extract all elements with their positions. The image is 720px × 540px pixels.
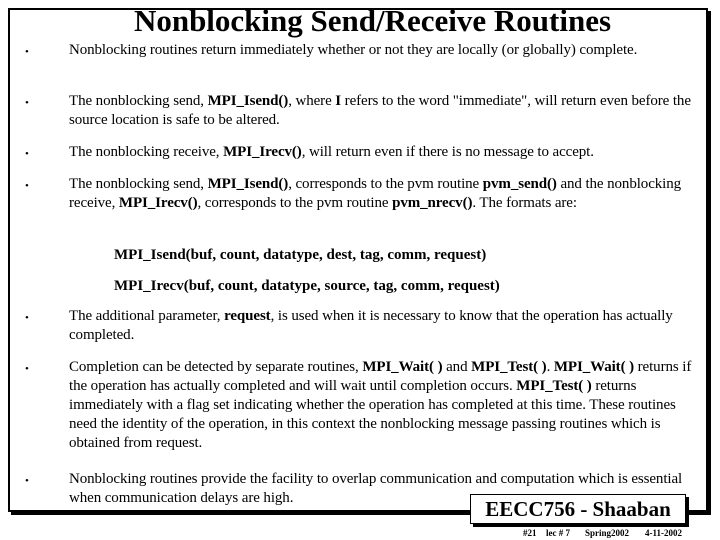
- footer-date: 4-11-2002: [645, 528, 682, 538]
- text-segment: The additional parameter,: [69, 308, 225, 324]
- code-term: MPI_Wait( ): [553, 359, 635, 375]
- bullet-icon: •: [25, 180, 29, 192]
- footer-lecture: lec # 7: [546, 528, 570, 538]
- text-segment: Completion can be detected by separate routines,: [69, 359, 363, 375]
- bullet-item-irecv-definition: [69, 143, 699, 162]
- text-segment: Nonblocking routines provide the facility to overlap communication and computation which is essential when communication delays are high.: [69, 471, 683, 506]
- text-segment: .: [546, 359, 554, 375]
- text-segment: The nonblocking send,: [69, 93, 208, 109]
- code-term: MPI_Irecv(): [118, 195, 198, 211]
- text-segment: , where: [288, 93, 336, 109]
- text-segment: The nonblocking receive,: [69, 144, 224, 160]
- bullet-item-isend-definition: [69, 92, 699, 130]
- text-segment: returns immediately with a flag set indicating whether the operation has completed at this time. These routines need the identity of the operation, in this context the nonblocking message passing routines which is obtained from request.: [69, 378, 676, 451]
- text-segment: refers to the word "immediate", will return even before the source location is safe to be altered.: [69, 93, 691, 128]
- irecv-signature: MPI_Irecv(buf, count, datatype, source, tag, comm, request): [114, 278, 500, 294]
- bullet-icon: •: [25, 148, 29, 160]
- text-segment: and: [442, 359, 472, 375]
- text-segment: , corresponds to the pvm routine: [288, 176, 483, 192]
- bullet-icon: •: [25, 312, 29, 324]
- bullet-icon: •: [25, 97, 29, 109]
- code-term: pvm_send(): [482, 176, 557, 192]
- code-term: MPI_Wait( ): [362, 359, 443, 375]
- bullet-item-request-parameter: [69, 307, 699, 345]
- footer-term: Spring2002: [585, 528, 630, 538]
- bullet-item-immediate-return: [69, 41, 699, 60]
- text-segment: The nonblocking send,: [69, 176, 208, 192]
- text-segment: and the nonblocking receive,: [69, 176, 682, 211]
- course-badge: EECC756 - Shaaban: [470, 494, 686, 524]
- code-term: pvm_nrecv(): [392, 195, 473, 211]
- text-segment: , is used when it is necessary to know that the operation has actually completed.: [69, 308, 673, 343]
- footer-slide-number: #21: [523, 528, 537, 538]
- code-term: I: [335, 93, 342, 109]
- bullet-icon: •: [25, 46, 29, 58]
- slide-title: Nonblocking Send/Receive Routines: [133, 3, 612, 38]
- code-term: MPI_Test( ): [516, 378, 592, 394]
- code-term: MPI_Isend(): [207, 176, 289, 192]
- bullet-icon: •: [25, 363, 29, 375]
- bullet-item-pvm-correspondence: [69, 175, 699, 213]
- code-term: MPI_Isend(): [207, 93, 289, 109]
- code-term: MPI_Irecv(): [223, 144, 302, 160]
- text-segment: Nonblocking routines return immediately whether or not they are locally (or globally) complete.: [69, 42, 638, 58]
- isend-signature: MPI_Isend(buf, count, datatype, dest, tag, comm, request): [114, 247, 487, 263]
- text-segment: , corresponds to the pvm routine: [197, 195, 393, 211]
- bullet-icon: •: [25, 475, 29, 487]
- code-term: request: [224, 308, 271, 324]
- code-term: MPI_Test( ): [471, 359, 547, 375]
- bullet-item-completion-detection: [69, 358, 699, 453]
- text-segment: . The formats are:: [472, 195, 577, 211]
- text-segment: , will return even if there is no message to accept.: [301, 144, 594, 160]
- text-segment: returns if the operation has actually completed and will wait until completion occurs.: [69, 359, 692, 394]
